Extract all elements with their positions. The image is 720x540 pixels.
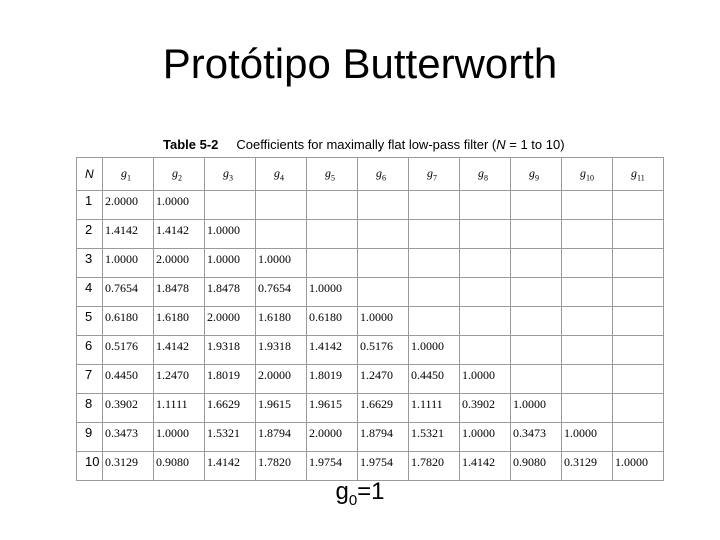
header-n: N (77, 158, 103, 191)
table-header-row (77, 158, 664, 191)
table-row (77, 191, 664, 220)
row-n: 10 (77, 452, 103, 481)
header-letter: g (631, 165, 637, 180)
coefficient-cell (409, 307, 460, 336)
coefficient-cell (613, 191, 664, 220)
header-index: 11 (637, 173, 645, 183)
coefficient-cell: 1.0000 (358, 307, 409, 336)
coefficient-cell (562, 307, 613, 336)
header-letter: g (172, 165, 178, 180)
coefficient-cell: 1.0000 (256, 249, 307, 278)
coefficient-cell: 2.0000 (103, 191, 154, 220)
header-letter: g (325, 165, 331, 180)
coefficient-cell (613, 278, 664, 307)
coefficient-cell: 0.3473 (103, 423, 154, 452)
coefficient-cell: 1.4142 (307, 336, 358, 365)
coefficient-cell: 1.4142 (205, 452, 256, 481)
row-n: 8 (77, 394, 103, 423)
coefficient-cell: 1.6629 (358, 394, 409, 423)
coefficient-cell: 2.0000 (154, 249, 205, 278)
coefficient-cell (409, 220, 460, 249)
table-number: Table 5-2 (163, 137, 219, 152)
row-n: 2 (77, 220, 103, 249)
header-g11 (613, 158, 664, 191)
coefficient-cell: 1.0000 (307, 278, 358, 307)
header-index: 9 (535, 173, 539, 183)
header-letter: g (274, 165, 280, 180)
coefficient-cell: 1.1111 (154, 394, 205, 423)
coefficient-cell (409, 278, 460, 307)
coefficient-cell: 1.0000 (103, 249, 154, 278)
row-n: 9 (77, 423, 103, 452)
table-row (77, 365, 664, 394)
header-letter: g (376, 165, 382, 180)
coefficient-cell (460, 278, 511, 307)
header-g9 (511, 158, 562, 191)
footnote-rest: =1 (357, 478, 385, 505)
coefficient-cell: 1.0000 (613, 452, 664, 481)
coefficient-cell: 1.8794 (358, 423, 409, 452)
coefficient-cell (358, 278, 409, 307)
coefficient-cell (358, 191, 409, 220)
coefficient-cell (613, 394, 664, 423)
coefficient-cell: 1.4142 (103, 220, 154, 249)
table-row (77, 278, 664, 307)
coefficient-cell: 1.0000 (511, 394, 562, 423)
header-index: 6 (382, 173, 386, 183)
footnote-g0 (0, 478, 720, 509)
coefficient-cell: 1.6180 (256, 307, 307, 336)
coefficient-cell: 0.9080 (511, 452, 562, 481)
row-n: 6 (77, 336, 103, 365)
coefficient-cell (562, 336, 613, 365)
header-g6 (358, 158, 409, 191)
coefficient-cell: 1.9318 (256, 336, 307, 365)
coefficient-cell: 1.0000 (154, 191, 205, 220)
coefficient-cell (613, 307, 664, 336)
row-n: 1 (77, 191, 103, 220)
coefficient-cell: 1.0000 (154, 423, 205, 452)
table-row (77, 423, 664, 452)
coefficient-cell (460, 249, 511, 278)
coefficient-cell: 0.7654 (103, 278, 154, 307)
coefficient-cell: 1.8478 (205, 278, 256, 307)
coefficient-cell: 1.8478 (154, 278, 205, 307)
coefficient-cell: 1.5321 (205, 423, 256, 452)
coefficient-cell: 0.6180 (103, 307, 154, 336)
coefficient-cell (562, 249, 613, 278)
coefficient-cell (307, 191, 358, 220)
coefficient-table (76, 157, 664, 481)
header-letter: g (121, 165, 127, 180)
row-n: 3 (77, 249, 103, 278)
coefficient-cell: 1.4142 (460, 452, 511, 481)
coefficient-cell (256, 220, 307, 249)
coefficient-cell: 1.2470 (358, 365, 409, 394)
coefficient-cell: 0.3902 (103, 394, 154, 423)
table-body (77, 191, 664, 481)
coefficient-cell (511, 278, 562, 307)
table-row (77, 220, 664, 249)
coefficient-cell: 1.5321 (409, 423, 460, 452)
slide-title: Protótipo Butterworth (162, 40, 558, 87)
header-g3 (205, 158, 256, 191)
header-letter: g (223, 165, 229, 180)
coefficient-cell: 0.3902 (460, 394, 511, 423)
coefficient-cell (511, 307, 562, 336)
table-row (77, 336, 664, 365)
coefficient-cell: 0.3473 (511, 423, 562, 452)
coefficient-cell: 1.8794 (256, 423, 307, 452)
coefficient-cell (562, 278, 613, 307)
coefficient-cell: 0.7654 (256, 278, 307, 307)
coefficient-cell (358, 220, 409, 249)
caption-text-post: = 1 to 10) (505, 137, 565, 152)
header-g5 (307, 158, 358, 191)
header-index: 1 (127, 173, 131, 183)
coefficient-cell (409, 249, 460, 278)
coefficient-cell: 0.5176 (358, 336, 409, 365)
header-g10 (562, 158, 613, 191)
header-letter: g (529, 165, 535, 180)
coefficient-cell (358, 249, 409, 278)
table-row (77, 452, 664, 481)
coefficient-cell: 1.9615 (307, 394, 358, 423)
coefficient-cell (511, 249, 562, 278)
coefficient-cell (613, 365, 664, 394)
coefficient-cell (613, 336, 664, 365)
coefficient-cell: 0.3129 (562, 452, 613, 481)
coefficient-cell (460, 307, 511, 336)
table-caption (163, 137, 565, 152)
coefficient-cell: 1.6629 (205, 394, 256, 423)
caption-text-pre: Coefficients for maximally flat low-pass filter ( (236, 137, 497, 152)
coefficient-cell: 1.9318 (205, 336, 256, 365)
header-letter: g (427, 165, 433, 180)
header-g2 (154, 158, 205, 191)
coefficient-cell (256, 191, 307, 220)
coefficient-cell: 0.9080 (154, 452, 205, 481)
coefficient-cell: 1.0000 (409, 336, 460, 365)
coefficient-cell: 1.4142 (154, 336, 205, 365)
header-letter: g (478, 165, 484, 180)
header-index: 10 (586, 173, 594, 183)
coefficient-cell (460, 336, 511, 365)
footnote-subscript: 0 (348, 491, 358, 509)
coefficient-cell: 1.0000 (205, 220, 256, 249)
coefficient-cell (511, 365, 562, 394)
coefficient-cell: 2.0000 (307, 423, 358, 452)
coefficient-cell (460, 191, 511, 220)
coefficient-cell: 0.3129 (103, 452, 154, 481)
coefficient-cell (562, 191, 613, 220)
coefficient-cell (511, 220, 562, 249)
header-g1 (103, 158, 154, 191)
coefficient-cell (307, 249, 358, 278)
coefficient-cell (562, 365, 613, 394)
header-letter: g (580, 165, 586, 180)
coefficient-cell: 2.0000 (256, 365, 307, 394)
coefficient-cell: 1.0000 (562, 423, 613, 452)
header-g8 (460, 158, 511, 191)
row-n: 7 (77, 365, 103, 394)
header-g7 (409, 158, 460, 191)
header-g4 (256, 158, 307, 191)
coefficient-cell: 1.8019 (307, 365, 358, 394)
coefficient-cell: 1.2470 (154, 365, 205, 394)
caption-variable: N (496, 137, 506, 152)
coefficient-cell: 1.8019 (205, 365, 256, 394)
coefficient-cell (562, 220, 613, 249)
table-row (77, 249, 664, 278)
table-row (77, 307, 664, 336)
coefficient-cell: 1.9754 (358, 452, 409, 481)
table-row (77, 394, 664, 423)
coefficient-cell (460, 220, 511, 249)
header-index: 8 (484, 173, 488, 183)
header-index: 2 (178, 173, 182, 183)
row-n: 5 (77, 307, 103, 336)
coefficient-cell: 1.0000 (460, 365, 511, 394)
coefficient-cell (613, 423, 664, 452)
header-index: 4 (280, 173, 284, 183)
coefficient-cell: 1.9754 (307, 452, 358, 481)
coefficient-cell (205, 191, 256, 220)
header-index: 7 (433, 173, 437, 183)
coefficient-cell: 0.4450 (409, 365, 460, 394)
coefficient-cell: 1.0000 (205, 249, 256, 278)
coefficient-cell: 0.6180 (307, 307, 358, 336)
coefficient-cell (307, 220, 358, 249)
coefficient-cell (613, 249, 664, 278)
coefficient-cell: 1.1111 (409, 394, 460, 423)
coefficient-cell (409, 191, 460, 220)
coefficient-cell: 1.6180 (154, 307, 205, 336)
coefficient-cell: 0.4450 (103, 365, 154, 394)
header-index: 5 (331, 173, 335, 183)
coefficient-cell (511, 191, 562, 220)
coefficient-cell (613, 220, 664, 249)
coefficient-cell: 1.7820 (256, 452, 307, 481)
coefficient-cell: 1.7820 (409, 452, 460, 481)
coefficient-cell: 2.0000 (205, 307, 256, 336)
row-n: 4 (77, 278, 103, 307)
coefficient-cell: 1.4142 (154, 220, 205, 249)
header-index: 3 (229, 173, 233, 183)
coefficient-cell: 1.0000 (460, 423, 511, 452)
footnote-letter: g (335, 478, 349, 505)
coefficient-cell: 0.5176 (103, 336, 154, 365)
coefficient-cell (562, 394, 613, 423)
coefficient-cell: 1.9615 (256, 394, 307, 423)
coefficient-cell (511, 336, 562, 365)
